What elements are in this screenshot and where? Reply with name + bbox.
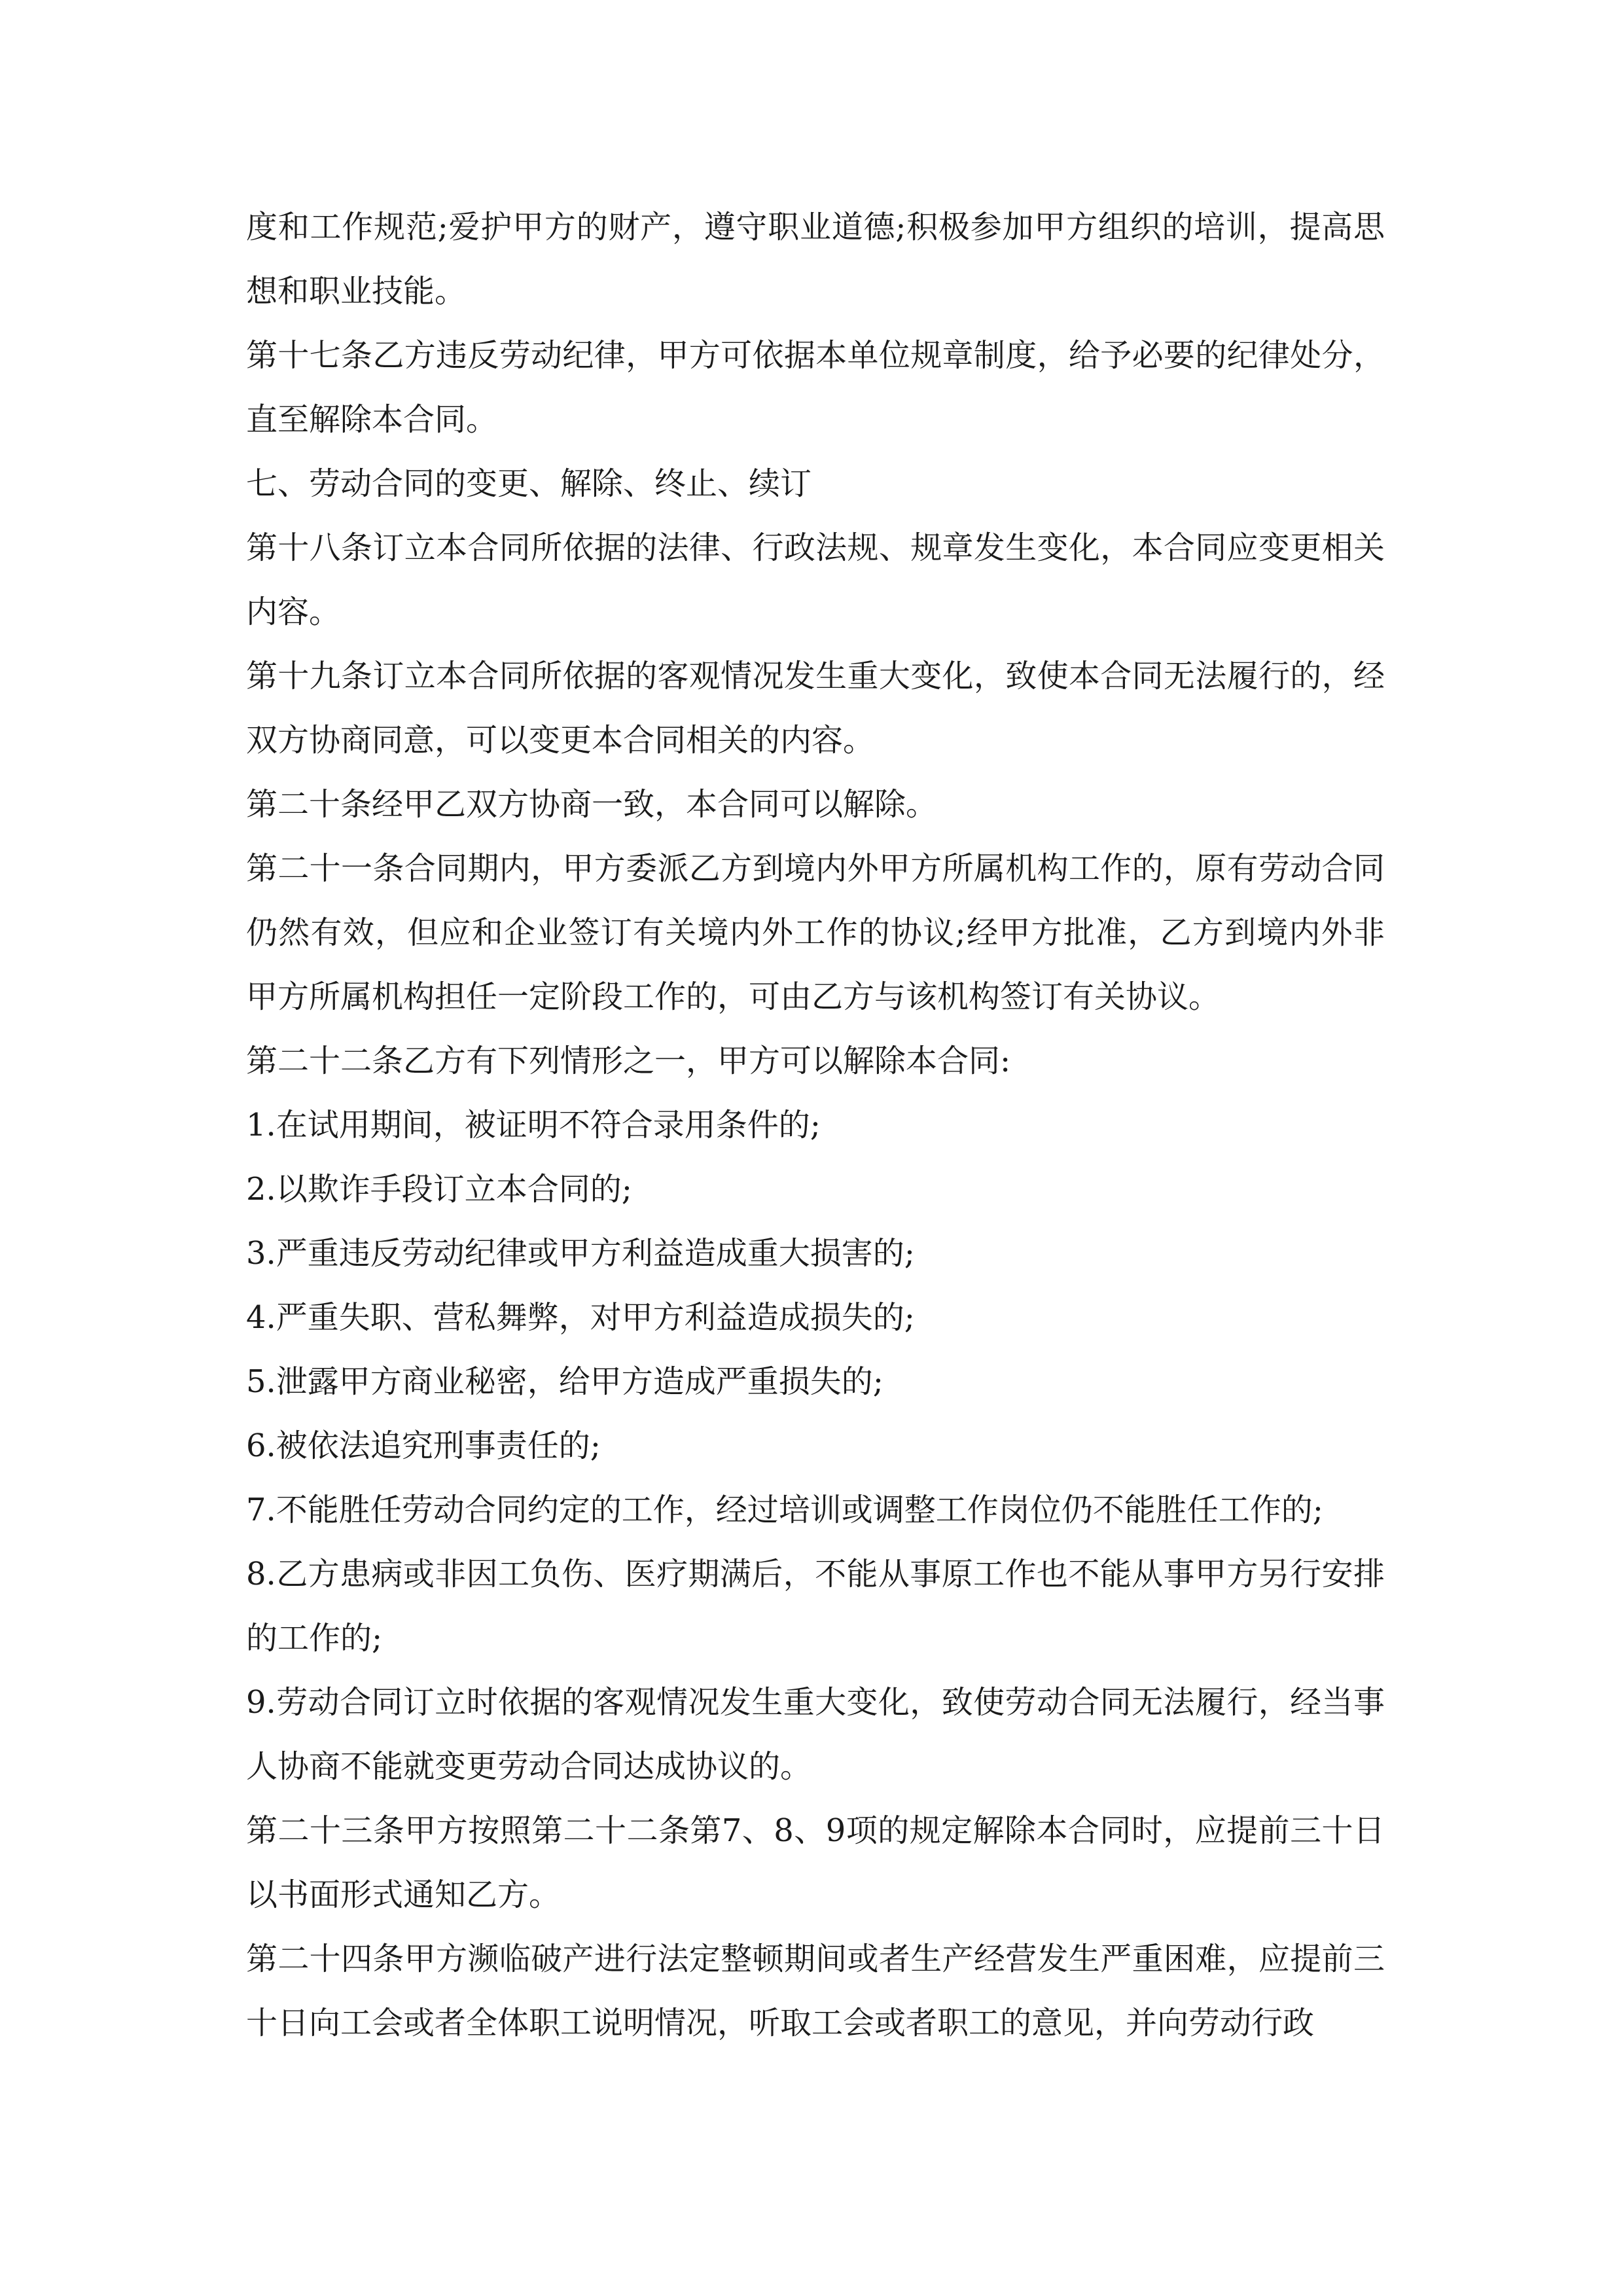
- paragraph-article-24: 第二十四条甲方濒临破产进行法定整顿期间或者生产经营发生严重困难，应提前三十日向工会或者全体职工说明情况，听取工会或者职工的意见，并向劳动行政: [246, 1941, 1385, 2041]
- list-item-9: 9.劳动合同订立时依据的客观情况发生重大变化，致使劳动合同无法履行，经当事人协商不能就变更劳动合同达成协议的。: [246, 1684, 1385, 1785]
- paragraph-article-21: 第二十一条合同期内，甲方委派乙方到境内外甲方所属机构工作的，原有劳动合同仍然有效，但应和企业签订有关境内外工作的协议;经甲方批准，乙方到境内外非甲方所属机构担任一定阶段工作的，可由乙方与该机构签订有关协议。: [246, 850, 1385, 1015]
- list-item-3: 3.严重违反劳动纪律或甲方利益造成重大损害的;: [246, 1235, 915, 1272]
- list-item-6: 6.被依法追究刑事责任的;: [246, 1427, 601, 1464]
- list-item-5: 5.泄露甲方商业秘密，给甲方造成严重损失的;: [246, 1363, 883, 1400]
- paragraph-article-20: 第二十条经甲乙双方协商一致，本合同可以解除。: [246, 786, 938, 823]
- list-item-8: 8.乙方患病或非因工负伤、医疗期满后，不能从事原工作也不能从事甲方另行安排的工作的;: [246, 1556, 1385, 1657]
- list-item-2: 2.以欺诈手段订立本合同的;: [246, 1171, 632, 1208]
- section-heading-7: 七、劳动合同的变更、解除、终止、续订: [246, 465, 812, 502]
- list-item-4: 4.严重失职、营私舞弊，对甲方利益造成损失的;: [246, 1299, 915, 1336]
- paragraph-article-17: 第十七条乙方违反劳动纪律，甲方可依据本单位规章制度，给予必要的纪律处分，直至解除本合同。: [246, 337, 1385, 438]
- paragraph-duty-continued: 度和工作规范;爱护甲方的财产，遵守职业道德;积极参加甲方组织的培训，提高思想和职业技能。: [246, 209, 1385, 310]
- paragraph-article-23: 第二十三条甲方按照第二十二条第7、8、9项的规定解除本合同时，应提前三十日以书面形式通知乙方。: [246, 1812, 1385, 1913]
- paragraph-article-22: 第二十二条乙方有下列情形之一，甲方可以解除本合同:: [246, 1043, 1011, 1079]
- list-item-7: 7.不能胜任劳动合同约定的工作，经过培训或调整工作岗位仍不能胜任工作的;: [246, 1492, 1323, 1528]
- list-item-1: 1.在试用期间，被证明不符合录用条件的;: [246, 1107, 821, 1143]
- paragraph-article-18: 第十八条订立本合同所依据的法律、行政法规、规章发生变化，本合同应变更相关内容。: [246, 529, 1385, 630]
- document-body: [246, 195, 1385, 2055]
- paragraph-article-19: 第十九条订立本合同所依据的客观情况发生重大变化，致使本合同无法履行的，经双方协商同意，可以变更本合同相关的内容。: [246, 658, 1385, 759]
